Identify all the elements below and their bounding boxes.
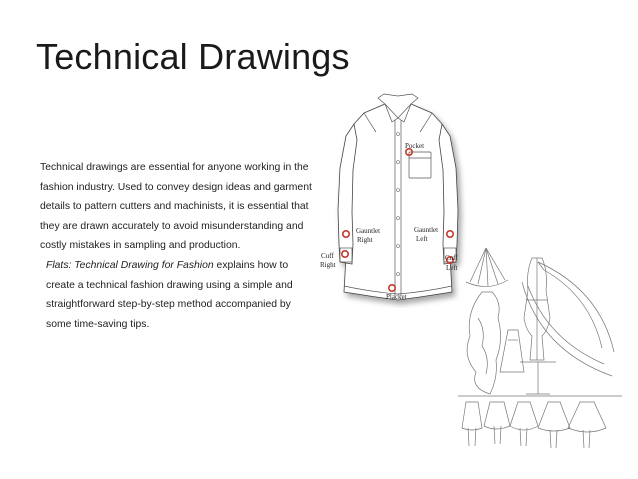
placket-label: Placket (386, 293, 407, 301)
shirt-technical-drawing (318, 88, 468, 308)
gauntlet-right-label: Gauntlet (356, 227, 381, 235)
book-paragraph-text: explains how to create a technical fashion drawing using a simple and straightforward step-by-step method accompanied by some time-saving tips. (46, 259, 293, 330)
cuff-left-label: Cuff (445, 254, 458, 262)
cuff-right-label-2: Right (320, 261, 336, 269)
flare-radials (470, 248, 505, 286)
gauntlet-right-label-2: Right (357, 236, 373, 244)
pattern-sketch-drawing (455, 245, 623, 457)
book-title: Flats: Technical Drawing for Fashion (46, 259, 214, 271)
slide-title: Technical Drawings (36, 36, 350, 77)
cuff-left-label-2: Left (446, 264, 458, 272)
book-paragraph (40, 256, 316, 334)
ruffle-drape (467, 292, 500, 394)
gauntlet-left-label: Gauntlet (414, 226, 439, 234)
circle-skirt-arcs (522, 262, 614, 376)
intro-paragraph: Technical drawings are essential for anyone working in the fashion industry. Used to convey design ideas and garment details to pattern cutters and machinists, it is essential that they are drawn accurately to avoid misunderstanding and costly mistakes in sampling and production. (40, 162, 312, 252)
cuff-right-label: Cuff (321, 252, 334, 260)
flare-hem-arc (466, 280, 508, 287)
body-text (40, 158, 316, 334)
dress-form (520, 258, 556, 394)
skirt-sketch-row (462, 402, 606, 448)
gauntlet-left-label-2: Left (416, 235, 428, 243)
pocket-label: Pocket (405, 142, 425, 150)
